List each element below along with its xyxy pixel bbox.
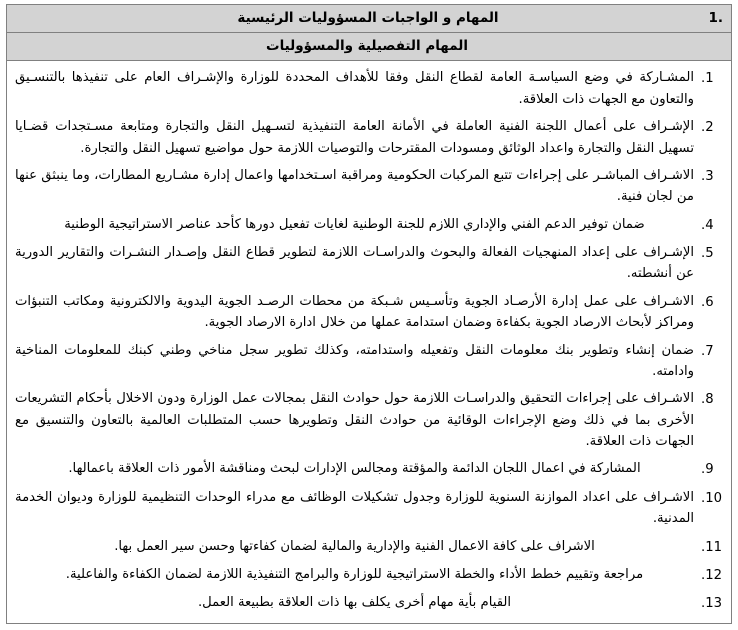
- list-item-text: الإشـراف على إعداد المنهجيات الفعالة والبحوث والدراسـات اللازمة لتطوير قطاع النقل وإصـدار النشـرات والتقارير الدورية عن أنشطته.: [15, 245, 694, 282]
- table-row-main-header: [7, 5, 732, 33]
- list-item-text: القيام بأية مهام أخرى يكلف بها ذات العلاقة بطبيعة العمل.: [197, 595, 512, 611]
- list-item-text: ضمان إنشاء وتطوير بنك معلومات النقل وتفعيله واستدامته، وكذلك تطوير سجل مناخي وطني كبنك للمعلومات المناخية وادامته.: [15, 342, 694, 379]
- list-item-text: الاشـراف المباشـر على إجراءات تتبع المركبات الحكومية ومراقبة اسـتخدامها واعمال إدارة مشـاريع المطارات، وما ينبثق عنها من لجان فنية.: [15, 167, 694, 205]
- list-item-text: الإشـراف على أعمال اللجنة الفنية العاملة في الأمانة العامة التنفيذية لتسـهيل النقل والتجارة ومتابعة مسـتجدات قضـايا تسهيل النقل والتجارة واعداد الوثائق ومسودات المقترحات والتوصيات اللازمة حول مواضيع تسهيل النقل والتجارة.: [15, 119, 694, 156]
- main-header-number: .1: [708, 10, 723, 26]
- list-item-text: مراجعة وتقييم خطط الأداء والخطة الاستراتيجية للوزارة والبرامج التنفيذية اللازمة لضمان الكفاءة والفاعلية.: [65, 566, 644, 582]
- list-item: [11, 165, 727, 208]
- main-header-title: المهام و الواجبات المسؤوليات الرئيسية: [237, 10, 499, 26]
- sub-header-title: المهام التفصيلية والمسؤوليات: [266, 38, 468, 55]
- list-item-text: الاشـراف على إجراءات التحقيق والدراسـات اللازمة حول حوادث النقل بمجالات عمل الوزارة ودون الاخلال بأحكام التشريعات الأخرى بما في ذلك وضع الإجراءات الوقائية من حوادث النقل وتطويرها حسب المتطلبات العالمية بالتعاون والتنسيق مع الجهات ذات العلاقة.: [15, 391, 694, 450]
- main-header-cell: [7, 5, 732, 33]
- list-item-number: .4: [701, 217, 714, 233]
- list-item: [11, 214, 727, 236]
- list-item: [11, 564, 727, 586]
- list-item: [11, 458, 727, 480]
- list-item-number: .3: [701, 168, 714, 184]
- responsibilities-table: [6, 4, 732, 624]
- list-item: [11, 67, 727, 110]
- list-item-number: .11: [701, 539, 722, 555]
- list-item: [11, 388, 727, 452]
- table-row-sub-header: [7, 33, 732, 61]
- list-item: [11, 536, 727, 558]
- list-item-text: ضمان توفير الدعم الفني والإداري اللازم للجنة الوطنية لغايات تفعيل دورها كأحد عناصر الاستراتيجية الوطنية: [64, 216, 645, 232]
- list-item-text: الاشـراف على اعداد الموازنة السنوية للوزارة وجدول تشكيلات الوظائف مع مدراء الوحدات التنظيمية للوزارة وديوان الخدمة المدنية.: [15, 489, 694, 527]
- list-item-text: الاشـراف على عمل إدارة الأرصـاد الجوية وتأسـيس شـبكة من محطات الرصـد الجوية اليدوية والالكترونية ومكاتب التنبؤات ومراكز لأبحاث الارصاد الجوية بكفاءة وضمان استدامة عملها من خلال ادارة الارصاد الجوية.: [15, 293, 694, 331]
- list-item-number: .13: [701, 596, 722, 612]
- list-item-text: الاشراف على كافة الاعمال الفنية والإدارية والمالية لضمان كفاءتها وحسن سير العمل بها.: [114, 538, 595, 554]
- list-item-number: .7: [701, 343, 714, 359]
- list-item-number: .8: [701, 392, 714, 408]
- body-cell: [7, 61, 732, 623]
- sub-header-cell: [7, 33, 732, 61]
- list-item: [11, 116, 727, 159]
- list-item-text: المشاركة في اعمال اللجان الدائمة والمؤقتة ومجالس الإدارات لبحث ومناقشة الأمور ذات العلاقة باعمالها.: [68, 461, 641, 477]
- list-item-number: .12: [701, 567, 722, 583]
- list-item-text: المشـاركة في وضع السياسـة العامة لقطاع النقل وفقا للأهداف المحددة للوزارة والإشـراف العام على تنفيذها بالتنسـيق والتعاون مع الجهات ذات العلاقة.: [15, 70, 694, 107]
- list-item: [11, 291, 727, 334]
- list-item-number: .2: [701, 120, 714, 136]
- list-item-number: .6: [701, 294, 714, 310]
- list-item: [11, 340, 727, 383]
- main-header-line: [15, 9, 723, 27]
- list-item: [11, 592, 727, 614]
- list-item: [11, 242, 727, 285]
- list-item-number: .10: [701, 490, 722, 506]
- list-item: [11, 487, 727, 530]
- list-item-number: .9: [701, 462, 714, 478]
- responsibilities-list: [11, 67, 727, 614]
- table-row-body: [7, 61, 732, 623]
- list-item-number: .5: [701, 246, 714, 262]
- list-item-number: .1: [701, 71, 714, 87]
